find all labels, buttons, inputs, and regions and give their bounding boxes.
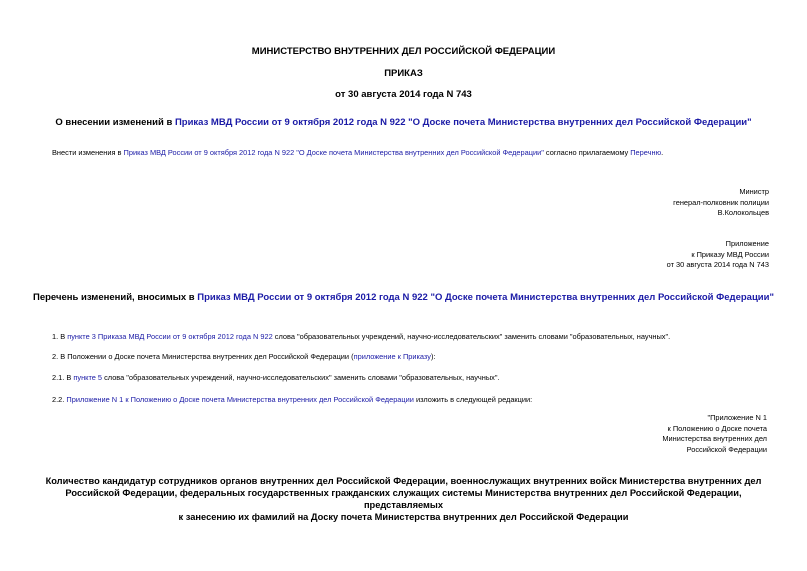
item21-link[interactable]: пункте 5	[73, 373, 103, 382]
order-title-link[interactable]: Приказ МВД России от 9 октября 2012 года N 922 "О Доске почета Министерства внутренних дел Российской Федерации"	[174, 117, 752, 128]
list-title	[0, 292, 807, 303]
appendix-n1-block	[662, 413, 767, 455]
item1-prefix: 1. В	[52, 332, 68, 341]
item22-prefix: 2.2.	[52, 395, 67, 404]
intro-middle: согласно прилагаемому	[543, 148, 631, 157]
list-item	[52, 332, 670, 341]
appendix-block	[667, 239, 769, 271]
intro-list-link[interactable]: Перечню	[630, 148, 662, 157]
item1-link[interactable]: пункте 3 Приказа МВД России от 9 октября 2012 года N 922	[67, 332, 273, 341]
list-title-link[interactable]: Приказ МВД России от 9 октября 2012 года N 922 "О Доске почета Министерства внутренних дел Российской Федерации"	[197, 292, 774, 303]
item22-link[interactable]: Приложение N 1 к Положению о Доске почета Министерства внутренних дел Российской Федерации	[66, 395, 414, 404]
intro-prefix: Внести изменения в	[52, 148, 124, 157]
candidates-heading-line3: к занесению их фамилий на Доску почета Министерства внутренних дел Российской Федерации	[178, 512, 629, 522]
order-title	[0, 117, 807, 128]
item2-link[interactable]: приложение к Приказу	[353, 352, 431, 361]
candidates-heading-line2: Российской Федерации, федеральных государственных гражданских служащих системы Министерства внутренних дел Российской Федерации, представляемых	[65, 488, 742, 510]
appendix-line2: к Приказу МВД России	[691, 249, 769, 259]
order-date-number: от 30 августа 2014 года N 743	[335, 89, 472, 100]
appendix-n1-line3: Министерства внутренних дел	[662, 434, 767, 443]
order-title-prefix: О внесении изменений в	[55, 117, 175, 128]
signature-block	[673, 187, 769, 219]
candidates-heading-line1: Количество кандидатур сотрудников органов внутренних дел Российской Федерации, военнослужащих внутренних войск Министерства внутренних дел	[45, 476, 762, 486]
item2-suffix: ):	[430, 352, 436, 361]
list-item	[52, 352, 435, 361]
signature-name: В.Колокольцев	[717, 208, 769, 217]
item2-prefix: 2. В Положении о Доске почета Министерства внутренних дел Российской Федерации (	[52, 352, 354, 361]
item22-suffix: изложить в следующей редакции:	[413, 395, 533, 404]
intro-order-link[interactable]: Приказ МВД России от 9 октября 2012 года N 922 "О Доске почета Министерства внутренних дел Российской Федерации"	[123, 148, 544, 157]
appendix-line1: Приложение	[725, 239, 769, 248]
appendix-n1-line4: Российской Федерации	[686, 444, 767, 454]
signature-position: Министр	[739, 187, 769, 196]
intro-suffix: .	[661, 148, 664, 157]
list-item	[52, 373, 500, 382]
appendix-n1-line1: "Приложение N 1	[707, 413, 767, 422]
signature-rank: генерал-полковник полиции	[673, 197, 769, 207]
item1-suffix: слова "образовательных учреждений, научно-исследовательских" заменить словами "образовательных, научных".	[272, 332, 671, 341]
list-item	[52, 395, 532, 404]
appendix-line3: от 30 августа 2014 года N 743	[666, 260, 769, 269]
order-heading: ПРИКАЗ	[384, 68, 423, 79]
intro-paragraph	[52, 148, 663, 157]
ministry-heading: МИНИСТЕРСТВО ВНУТРЕННИХ ДЕЛ РОССИЙСКОЙ ФЕДЕРАЦИИ	[251, 46, 556, 57]
list-title-prefix: Перечень изменений, вносимых в	[33, 292, 198, 303]
candidates-heading	[30, 475, 777, 523]
appendix-n1-line2: к Положению о Доске почета	[667, 423, 767, 433]
item21-suffix: слова "образовательных учреждений, научно-исследовательских" заменить словами "образовательных, научных".	[102, 373, 500, 382]
item21-prefix: 2.1. В	[52, 373, 74, 382]
